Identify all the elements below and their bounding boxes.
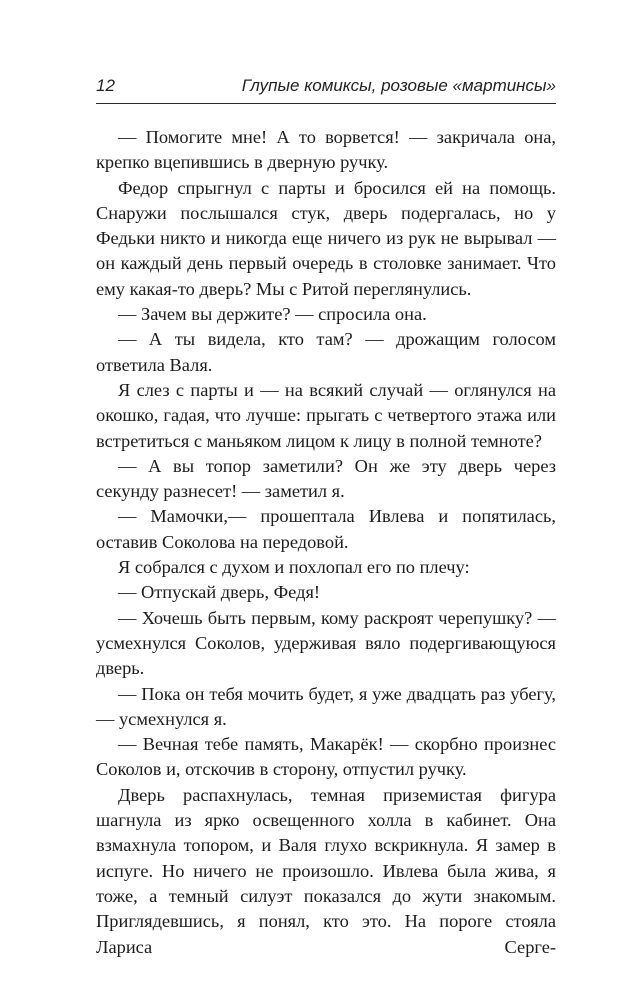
header-rule: [96, 103, 556, 104]
paragraph: — Мамочки,— прошептала Ивлева и попятилась, оставив Соколова на передовой.: [96, 506, 556, 552]
paragraph: Я слез с парты и — на всякий случай — оглянулся на окошко, гадая, что лучше: прыгать с четвертого этажа или встретиться с маньяком лицом к лицу в полной темноте?: [96, 379, 556, 451]
book-page: [96, 0, 556, 1001]
running-head: [96, 74, 556, 98]
paragraph: — Вечная тебе память, Макарёк! — скорбно произнес Соколов и, отскочив в сторону, отпустил ручку.: [96, 734, 556, 780]
paragraph: — Пока он тебя мочить будет, я уже двадцать раз убегу,— усмехнулся я.: [96, 683, 556, 729]
body-text: [96, 125, 556, 960]
paragraph: — А ты видела, кто там? — дрожащим голосом ответила Валя.: [96, 329, 556, 375]
paragraph: — Зачем вы держите? — спросила она.: [118, 304, 427, 325]
paragraph: Федор спрыгнул с парты и бросился ей на помощь. Снаружи послышался стук, дверь подергалась, но у Федьки никто и никогда еще ничего из рук не вырывал — он каждый день первый очередь в столовке занимает. Что ему какая-то дверь? Мы с Ритой переглянулись.: [96, 177, 556, 299]
page-number: 12: [96, 76, 115, 95]
paragraph: Я собрался с духом и похлопал его по плечу:: [118, 557, 470, 578]
paragraph: — Хочешь быть первым, кому раскроят черепушку? — усмехнулся Соколов, удерживая вяло подергивающуюся дверь.: [96, 607, 556, 679]
paragraph: — Отпускай дверь, Федя!: [118, 582, 321, 603]
paragraph: — А вы топор заметили? Он же эту дверь через секунду разнесет! — заметил я.: [96, 455, 556, 502]
paragraph: Дверь распахнулась, темная приземистая фигура шагнула из ярко освещенного холла в кабинет. Она взмахнула топором, и Валя глухо вскрикнула. Я замер в испуге. Но ничего не произошло. Ивлева была жива, я тоже, а темный силуэт показался до жути знакомым. Приглядевшись, я понял, кто это. На пороге стояла Лариса Серге-: [96, 784, 556, 957]
book-title: Глупые комиксы, розовые «мартинсы»: [241, 76, 556, 95]
paragraph: — Помогите мне! А то ворвется! — закричала она, крепко вцепившись в дверную ручку.: [96, 127, 556, 173]
